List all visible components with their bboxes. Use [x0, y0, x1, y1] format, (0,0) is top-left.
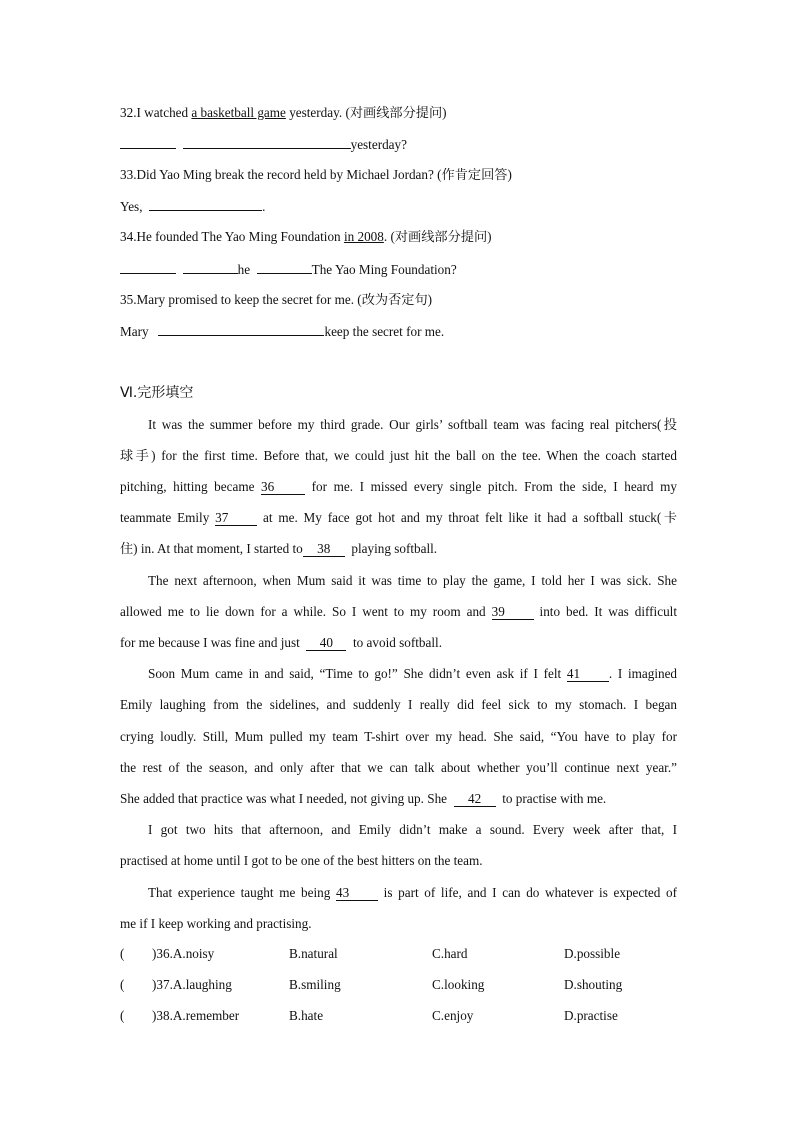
passage-line — [148, 416, 677, 434]
q34-underlined: in 2008 — [343, 229, 384, 244]
option-a[interactable]: )36.A.noisy — [152, 946, 215, 961]
answer-blank[interactable] — [158, 322, 324, 336]
passage-line — [120, 603, 677, 621]
passage-line — [120, 634, 442, 652]
passage-text: for me because I was fine and just — [120, 635, 300, 650]
passage-line: the rest of the season, and only after that we can talk about whether you’ll continue next year.” — [120, 760, 677, 775]
question-34 — [120, 228, 492, 246]
option-c[interactable]: C.looking — [432, 977, 485, 992]
passage-line — [148, 884, 677, 902]
blank-36[interactable]: 36 — [261, 479, 305, 495]
passage-line — [148, 572, 677, 590]
passage-text: It was the summer before my third grade. Our girls’ softball team was facing real pitchers(投 — [148, 417, 677, 432]
passage-line — [120, 478, 677, 496]
passage-text: . I imagined — [608, 666, 678, 681]
q34-instruction: . (对画线部分提问) — [383, 229, 492, 244]
blank-37[interactable]: 37 — [215, 510, 257, 526]
passage-text: That experience taught me being — [148, 885, 331, 900]
passage-text: to avoid softball. — [352, 635, 442, 650]
blank-40[interactable]: 40 — [306, 635, 346, 651]
passage-text: playing softball. — [351, 541, 438, 556]
q33-answer-period: . — [262, 199, 266, 214]
option-d[interactable]: D.practise — [564, 1008, 618, 1023]
answer-paren[interactable]: ( — [120, 1008, 125, 1023]
passage-text: for me. I missed every single pitch. From the side, I heard my — [311, 479, 677, 494]
option-c[interactable]: C.hard — [432, 946, 468, 961]
passage-text: 住) in. At that moment, I started to — [120, 541, 303, 556]
q32-text: 32.I watched — [120, 105, 192, 120]
section-heading: Ⅵ.完形填空 — [120, 385, 194, 401]
blank-41[interactable]: 41 — [567, 666, 609, 682]
q34-text: 34.He founded The Yao Ming Foundation — [120, 229, 344, 244]
blank-43[interactable]: 43 — [336, 885, 378, 901]
answer-blank[interactable] — [183, 260, 238, 274]
passage-text: pitching, hitting became — [120, 479, 255, 494]
passage-text: She added that practice was what I needed, not giving up. She — [120, 791, 448, 806]
answer-blank[interactable] — [149, 197, 262, 211]
option-b[interactable]: B.hate — [289, 1008, 324, 1023]
blank-38[interactable]: 38 — [303, 541, 345, 557]
passage-text: allowed me to lie down for a while. So I went to my room and — [120, 604, 486, 619]
passage-line — [120, 790, 606, 808]
q33-text: 33.Did Yao Ming break the record held by Michael Jordan? (作肯定回答) — [120, 167, 512, 182]
passage-text-wrap — [148, 884, 677, 902]
passage-line: Emily laughing from the sidelines, and suddenly I really did feel sick to my stomach. I began — [120, 697, 677, 712]
passage-line: crying loudly. Still, Mum pulled my team T-shirt over my head. She said, “You have to play for — [120, 729, 677, 744]
passage-line: 球手) for the first time. Before that, we could just hit the ball on the tee. When the coach started — [120, 448, 677, 463]
option-a[interactable]: )38.A.remember — [152, 1008, 240, 1023]
blank-39[interactable]: 39 — [492, 604, 534, 620]
option-c[interactable]: C.enjoy — [432, 1008, 474, 1023]
answer-line-35 — [120, 322, 444, 341]
answer-blank[interactable] — [257, 260, 312, 274]
question-35 — [120, 291, 432, 309]
answer-paren[interactable]: ( — [120, 977, 125, 992]
answer-paren[interactable]: ( — [120, 946, 125, 961]
q35-answer-text: keep the secret for me. — [324, 324, 445, 339]
answer-line-33 — [120, 197, 265, 216]
option-b[interactable]: B.smiling — [289, 977, 341, 992]
passage-text-wrap — [148, 665, 677, 683]
passage-line — [120, 540, 437, 558]
passage-text: into bed. It was difficult — [539, 604, 677, 619]
passage-text: to practise with me. — [502, 791, 607, 806]
q32-instruction: yesterday. (对画线部分提问) — [285, 105, 447, 120]
q32-answer-text: yesterday? — [350, 137, 407, 152]
passage-line — [148, 665, 677, 683]
passage-line — [120, 509, 677, 527]
option-d[interactable]: D.possible — [564, 946, 621, 961]
answer-line-32 — [120, 135, 407, 154]
passage-text: Soon Mum came in and said, “Time to go!” She didn’t even ask if I felt — [148, 666, 562, 681]
option-b[interactable]: B.natural — [289, 946, 338, 961]
q35-answer-text: Mary — [120, 324, 152, 339]
answer-line-34 — [120, 260, 457, 279]
passage-text: I got two hits that afternoon, and Emily didn’t make a sound. Every week after that, I — [148, 822, 677, 837]
question-33 — [120, 166, 512, 184]
passage-text: The next afternoon, when Mum said it was time to play the game, I told her I was sick. She — [148, 573, 677, 588]
answer-blank[interactable] — [183, 135, 351, 149]
passage-line — [148, 821, 677, 839]
passage-text: teammate Emily — [120, 510, 210, 525]
answer-blank[interactable] — [120, 135, 176, 149]
answer-blank[interactable] — [120, 260, 176, 274]
passage-text: at me. My face got hot and my throat felt like it had a softball stuck(卡 — [262, 510, 678, 525]
q34-answer-word: The Yao Ming Foundation? — [311, 262, 457, 277]
q34-answer-word: he — [237, 262, 251, 277]
q32-underlined: a basketball game — [191, 105, 286, 120]
option-a[interactable]: )37.A.laughing — [152, 977, 232, 992]
passage-line: me if I keep working and practising. — [120, 916, 312, 931]
passage-text: is part of life, and I can do whatever is expected of — [383, 885, 678, 900]
option-d[interactable]: D.shouting — [564, 977, 623, 992]
passage-line: practised at home until I got to be one of the best hitters on the team. — [120, 853, 483, 868]
question-32 — [120, 104, 447, 122]
blank-42[interactable]: 42 — [454, 791, 496, 807]
q35-text: 35.Mary promised to keep the secret for me. (改为否定句) — [120, 292, 433, 307]
q33-answer-text: Yes, — [120, 199, 146, 214]
